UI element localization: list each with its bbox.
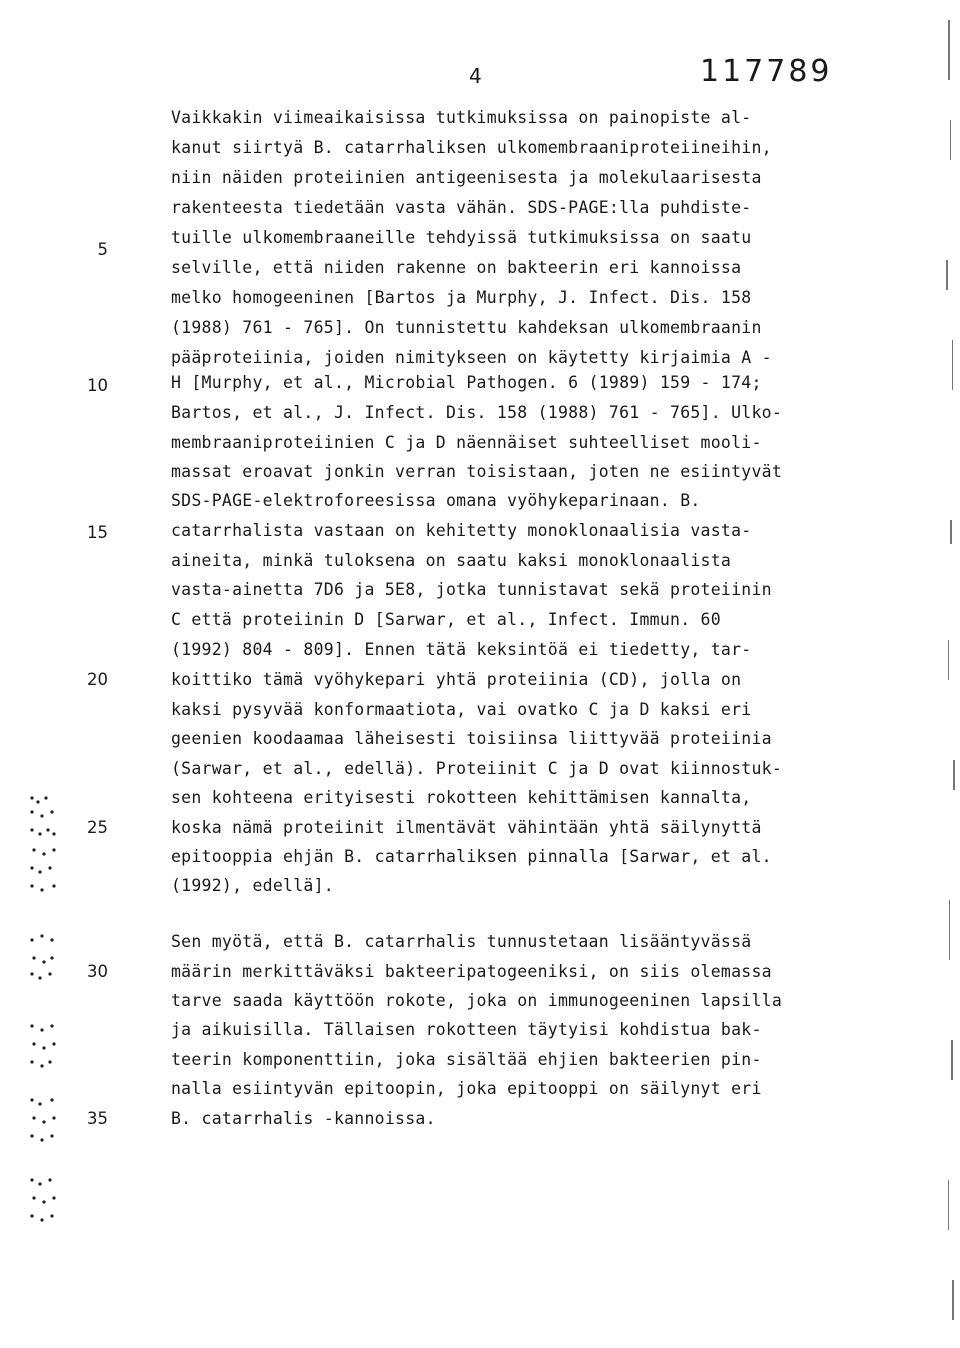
line-number: 20: [87, 670, 108, 689]
text-line: pääproteiinia, joiden nimitykseen on käytetty kirjaimia A -: [171, 348, 772, 367]
text-line: (1992), edellä].: [171, 876, 334, 895]
text-line: massat eroavat jonkin verran toisistaan, joten ne esiintyvät: [171, 462, 783, 481]
text-line: (Sarwar, et al., edellä). Proteiinit C ja D ovat kiinnostuk-: [171, 759, 783, 778]
line-number: 15: [87, 523, 108, 542]
text-line: epitooppia ehjän B. catarrhaliksen pinnalla [Sarwar, et al.: [171, 847, 772, 866]
text-line: SDS-PAGE-elektroforeesissa omana vyöhykeparinaan. B.: [171, 491, 701, 510]
text-line: tarve saada käyttöön rokote, joka on immunogeeninen lapsilla: [171, 991, 783, 1010]
text-line: koska nämä proteiinit ilmentävät vähintään yhtä säilynyttä: [171, 818, 762, 837]
text-line: selville, että niiden rakenne on bakteerin eri kannoissa: [171, 258, 742, 277]
line-number: 10: [87, 376, 108, 395]
text-line: melko homogeeninen [Bartos ja Murphy, J. Infect. Dis. 158: [171, 288, 752, 307]
line-number: 25: [87, 818, 108, 837]
binding-dots-decoration: [18, 790, 78, 1250]
text-line: tuille ulkomembraaneille tehdyissä tutkimuksissa on saatu: [171, 228, 752, 247]
scan-edge-noise-decoration: [920, 0, 960, 1348]
text-line: koittiko tämä vyöhykepari yhtä proteiinia (CD), jolla on: [171, 670, 742, 689]
text-line: Vaikkakin viimeaikaisissa tutkimuksissa on painopiste al-: [171, 108, 752, 127]
text-line: (1988) 761 - 765]. On tunnistettu kahdeksan ulkomembraanin: [171, 318, 762, 337]
text-line: catarrhalista vastaan on kehitetty monoklonaalisia vasta-: [171, 521, 752, 540]
text-line: niin näiden proteiinien antigeenisesta ja molekulaarisesta: [171, 168, 762, 187]
page-number: 4: [469, 64, 482, 88]
text-line: C että proteiinin D [Sarwar, et al., Infect. Immun. 60: [171, 610, 721, 629]
text-line: rakenteesta tiedetään vasta vähän. SDS-PAGE:lla puhdiste-: [171, 198, 752, 217]
text-line: geenien koodaamaa läheisesti toisiinsa liittyvää proteiinia: [171, 729, 772, 748]
text-line: sen kohteena erityisesti rokotteen kehittämisen kannalta,: [171, 788, 752, 807]
text-line: kanut siirtyä B. catarrhaliksen ulkomembraaniproteiineihin,: [171, 138, 772, 157]
document-number: 117789: [700, 54, 833, 89]
text-line: membraaniproteiinien C ja D näennäiset suhteelliset mooli-: [171, 433, 762, 452]
text-line: aineita, minkä tuloksena on saatu kaksi monoklonaalista: [171, 551, 732, 570]
text-line: teerin komponenttiin, joka sisältää ehjien bakteerien pin-: [171, 1050, 762, 1069]
text-line: nalla esiintyvän epitoopin, joka epitooppi on säilynyt eri: [171, 1079, 762, 1098]
text-line: H [Murphy, et al., Microbial Pathogen. 6 (1989) 159 - 174;: [171, 373, 762, 392]
text-line: ja aikuisilla. Tällaisen rokotteen täytyisi kohdistua bak-: [171, 1020, 762, 1039]
line-number: 30: [87, 962, 108, 981]
text-line: B. catarrhalis -kannoissa.: [171, 1109, 436, 1128]
text-line: kaksi pysyvää konformaatiota, vai ovatko C ja D kaksi eri: [171, 700, 752, 719]
text-line: Sen myötä, että B. catarrhalis tunnustetaan lisääntyvässä: [171, 932, 752, 951]
text-line: Bartos, et al., J. Infect. Dis. 158 (1988) 761 - 765]. Ulko-: [171, 403, 783, 422]
text-line: määrin merkittäväksi bakteeripatogeeniksi, on siis olemassa: [171, 962, 772, 981]
line-number: 5: [97, 240, 108, 259]
text-line: (1992) 804 - 809]. Ennen tätä keksintöä ei tiedetty, tar-: [171, 640, 752, 659]
text-line: vasta-ainetta 7D6 ja 5E8, jotka tunnistavat sekä proteiinin: [171, 580, 772, 599]
line-number: 35: [87, 1109, 108, 1128]
